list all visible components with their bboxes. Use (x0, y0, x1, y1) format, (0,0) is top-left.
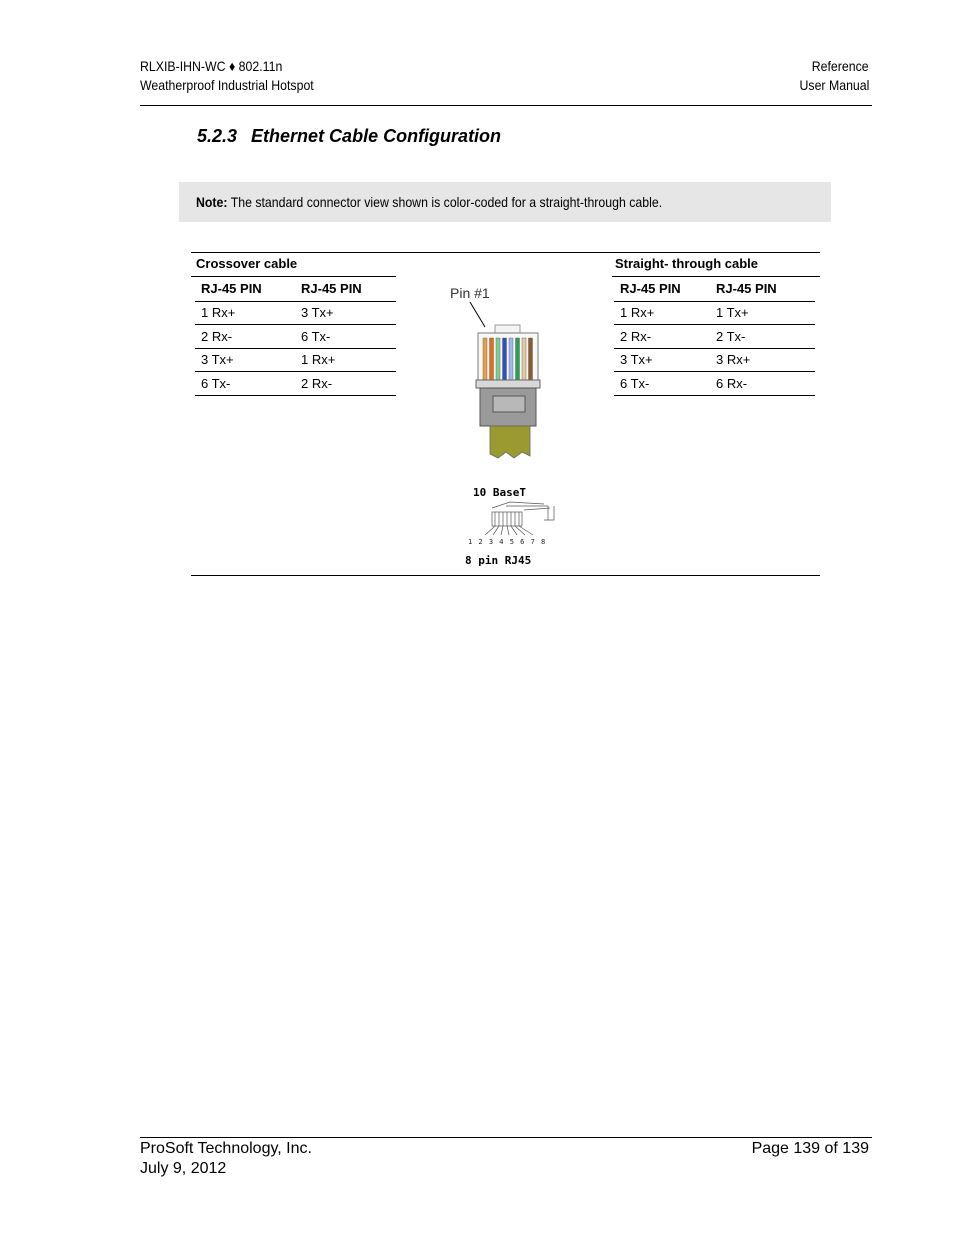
wire-6 (516, 338, 520, 380)
straight-cell: 2 Tx- (716, 329, 746, 344)
straight-cell: 1 Tx+ (716, 305, 749, 320)
connector-crimp (476, 380, 540, 388)
cable-jacket (490, 426, 530, 458)
footer-company: ProSoft Technology, Inc. (140, 1140, 312, 1157)
pin1-label: Pin #1 (450, 285, 490, 301)
header-section: Reference (812, 58, 869, 74)
straight-cell: 3 Tx+ (620, 352, 653, 367)
wire-7 (522, 338, 526, 380)
straight-cell: 6 Tx- (620, 376, 650, 391)
wire-8 (529, 338, 533, 380)
straight-row-rule (614, 348, 815, 349)
crossover-cell: 3 Tx+ (301, 305, 334, 320)
straight-title: Straight- through cable (615, 256, 758, 271)
straight-cell: 1 Rx+ (620, 305, 655, 320)
note-box (179, 182, 831, 222)
note-text (196, 194, 662, 210)
wire-4 (503, 338, 507, 380)
footer-page-number: Page 139 of 139 (751, 1140, 869, 1157)
crossover-row-rule (195, 395, 396, 396)
crossover-header-rule (195, 301, 396, 302)
header-product-name: Weatherproof Industrial Hotspot (140, 77, 314, 93)
footer-date: July 9, 2012 (140, 1160, 227, 1177)
crossover-title: Crossover cable (196, 256, 298, 271)
wire-2 (490, 338, 494, 380)
straight-header-rule (614, 301, 815, 302)
table-bottom-rule (191, 575, 820, 576)
crossover-header-col2: RJ-45 PIN (301, 281, 362, 296)
bottom-caption: 8 pin RJ45 (465, 554, 532, 567)
crossover-header-col1: RJ-45 PIN (201, 281, 262, 296)
crossover-cell: 2 Rx- (201, 329, 233, 344)
crossover-cell: 6 Tx- (301, 329, 331, 344)
connector-boot-window (493, 396, 525, 412)
crossover-row-rule (195, 371, 396, 372)
note-label: Note: (196, 194, 228, 210)
straight-row-rule (614, 324, 815, 325)
crossover-cell: 1 Rx+ (201, 305, 236, 320)
straight-cell: 6 Rx- (716, 376, 748, 391)
crossover-cell: 3 Tx+ (201, 352, 234, 367)
crossover-row-rule (195, 324, 396, 325)
wire-5 (509, 338, 513, 380)
rj45-connector-figure (440, 280, 570, 570)
top-caption: 10 BaseT (473, 486, 526, 499)
straight-row-rule (614, 371, 815, 372)
crossover-cell: 2 Rx- (301, 376, 333, 391)
wire-1 (483, 338, 487, 380)
note-body: The standard connector view shown is color-coded for a straight-through cable. (230, 194, 663, 210)
header-rule (140, 105, 872, 106)
pin-diagram (485, 502, 554, 535)
straight-cell: 2 Rx- (620, 329, 652, 344)
crossover-row-rule (195, 348, 396, 349)
section-heading (197, 126, 501, 147)
crossover-cell: 1 Rx+ (301, 352, 336, 367)
straight-header-col1: RJ-45 PIN (620, 281, 681, 296)
pin-numbers: 1 2 3 4 5 6 7 8 (468, 538, 547, 546)
crossover-title-rule (191, 276, 396, 277)
straight-header-col2: RJ-45 PIN (716, 281, 777, 296)
wire-3 (496, 338, 500, 380)
header-doc-type: User Manual (799, 77, 869, 93)
pin1-pointer (470, 302, 485, 327)
straight-title-rule (612, 276, 820, 277)
straight-cell: 3 Rx+ (716, 352, 751, 367)
straight-row-rule (614, 395, 815, 396)
section-title: Ethernet Cable Configuration (251, 126, 502, 146)
footer-rule (140, 1137, 872, 1138)
table-top-rule (191, 252, 820, 253)
crossover-cell: 6 Tx- (201, 376, 231, 391)
section-number: 5.2.3 (197, 126, 238, 146)
header-product-line: RLXIB-IHN-WC ♦ 802.11n (140, 58, 283, 74)
